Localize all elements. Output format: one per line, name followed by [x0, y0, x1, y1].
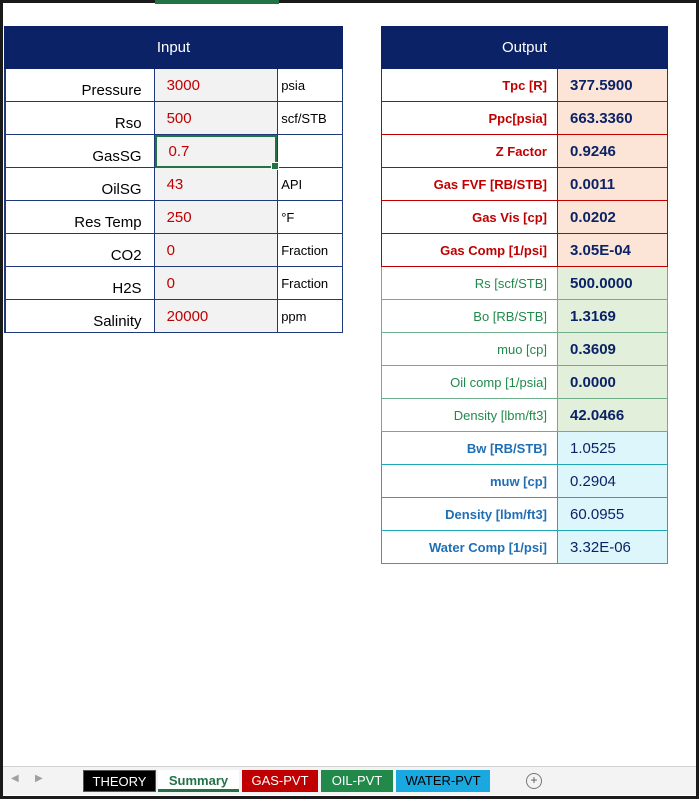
input-cell[interactable]: 20000	[155, 300, 278, 333]
output-label: Gas Vis [cp]	[381, 201, 558, 234]
input-cell[interactable]: 0	[155, 267, 278, 300]
input-label: GasSG	[5, 135, 155, 168]
tab-gas-pvt[interactable]: GAS-PVT	[242, 770, 318, 792]
output-row-water	[381, 531, 668, 564]
input-cell[interactable]: 0	[155, 234, 278, 267]
triangle-right-icon[interactable]: ▶	[35, 773, 43, 784]
output-cell[interactable]: 1.0525	[558, 432, 668, 465]
output-row-water	[381, 498, 668, 531]
output-cell[interactable]: 0.9246	[558, 135, 668, 168]
input-row-co2	[5, 234, 343, 267]
output-cell[interactable]: 377.5900	[558, 69, 668, 102]
input-table	[4, 26, 343, 333]
unit-label: °F	[277, 201, 343, 234]
output-cell[interactable]: 0.2904	[558, 465, 668, 498]
sheet-tab-bar	[3, 766, 696, 795]
unit-label: Fraction	[277, 267, 343, 300]
output-cell[interactable]: 3.05E-04	[558, 234, 668, 267]
output-cell[interactable]: 500.0000	[558, 267, 668, 300]
unit-label: ppm	[277, 300, 343, 333]
output-cell[interactable]: 0.3609	[558, 333, 668, 366]
output-cell[interactable]: 60.0955	[558, 498, 668, 531]
output-row-oil	[381, 366, 668, 399]
output-cell[interactable]: 663.3360	[558, 102, 668, 135]
tab-water-pvt[interactable]: WATER-PVT	[396, 770, 490, 792]
input-label: OilSG	[5, 168, 155, 201]
unit-label: scf/STB	[277, 102, 343, 135]
output-label: Ppc[psia]	[381, 102, 558, 135]
output-row-oil	[381, 333, 668, 366]
unit-label: API	[277, 168, 343, 201]
input-row-pressure	[5, 69, 343, 102]
output-label: Z Factor	[381, 135, 558, 168]
input-row-rso	[5, 102, 343, 135]
output-label: Density [lbm/ft3]	[381, 498, 558, 531]
output-row-oil	[381, 267, 668, 300]
output-cell[interactable]: 0.0000	[558, 366, 668, 399]
unit-label	[277, 135, 343, 168]
output-row-oil	[381, 399, 668, 432]
output-row-water	[381, 465, 668, 498]
input-cell-selected[interactable]: 0.7	[155, 135, 278, 168]
input-label: H2S	[5, 267, 155, 300]
input-label: Pressure	[5, 69, 155, 102]
input-label: CO2	[5, 234, 155, 267]
output-label: Gas FVF [RB/STB]	[381, 168, 558, 201]
output-cell[interactable]: 0.0011	[558, 168, 668, 201]
output-row-gas	[381, 234, 668, 267]
output-row-gas	[381, 135, 668, 168]
output-label: Bw [RB/STB]	[381, 432, 558, 465]
tab-summary[interactable]: Summary	[158, 770, 239, 792]
output-row-gas	[381, 168, 668, 201]
output-row-gas	[381, 201, 668, 234]
tab-oil-pvt[interactable]: OIL-PVT	[321, 770, 393, 792]
output-label: Rs [scf/STB]	[381, 267, 558, 300]
input-row-res-temp	[5, 201, 343, 234]
input-cell[interactable]: 250	[155, 201, 278, 234]
output-label: Water Comp [1/psi]	[381, 531, 558, 564]
tab-theory[interactable]: THEORY	[83, 770, 156, 792]
output-label: Oil comp [1/psia]	[381, 366, 558, 399]
unit-label: Fraction	[277, 234, 343, 267]
output-label: muo [cp]	[381, 333, 558, 366]
unit-label: psia	[277, 69, 343, 102]
input-cell[interactable]: 500	[155, 102, 278, 135]
output-cell[interactable]: 3.32E-06	[558, 531, 668, 564]
input-label: Rso	[5, 102, 155, 135]
input-cell[interactable]: 43	[155, 168, 278, 201]
input-row-salinity	[5, 300, 343, 333]
output-row-oil	[381, 300, 668, 333]
triangle-left-icon[interactable]: ◀	[11, 773, 19, 784]
input-row-gassg	[5, 135, 343, 168]
output-cell[interactable]: 42.0466	[558, 399, 668, 432]
output-label: muw [cp]	[381, 465, 558, 498]
input-label: Res Temp	[5, 201, 155, 234]
output-label: Density [lbm/ft3]	[381, 399, 558, 432]
selected-column-indicator	[155, 0, 279, 4]
output-cell[interactable]: 0.0202	[558, 201, 668, 234]
output-label: Gas Comp [1/psi]	[381, 234, 558, 267]
plus-circle-icon[interactable]: +	[526, 773, 542, 789]
output-cell[interactable]: 1.3169	[558, 300, 668, 333]
output-row-gas	[381, 102, 668, 135]
input-header: Input	[4, 26, 343, 69]
output-header: Output	[381, 26, 668, 69]
output-row-water	[381, 432, 668, 465]
output-label: Bo [RB/STB]	[381, 300, 558, 333]
input-row-h2s	[5, 267, 343, 300]
input-row-oilsg	[5, 168, 343, 201]
input-label: Salinity	[5, 300, 155, 333]
output-row-gas	[381, 69, 668, 102]
input-cell[interactable]: 3000	[155, 69, 278, 102]
output-label: Tpc [R]	[381, 69, 558, 102]
output-table	[381, 26, 668, 564]
